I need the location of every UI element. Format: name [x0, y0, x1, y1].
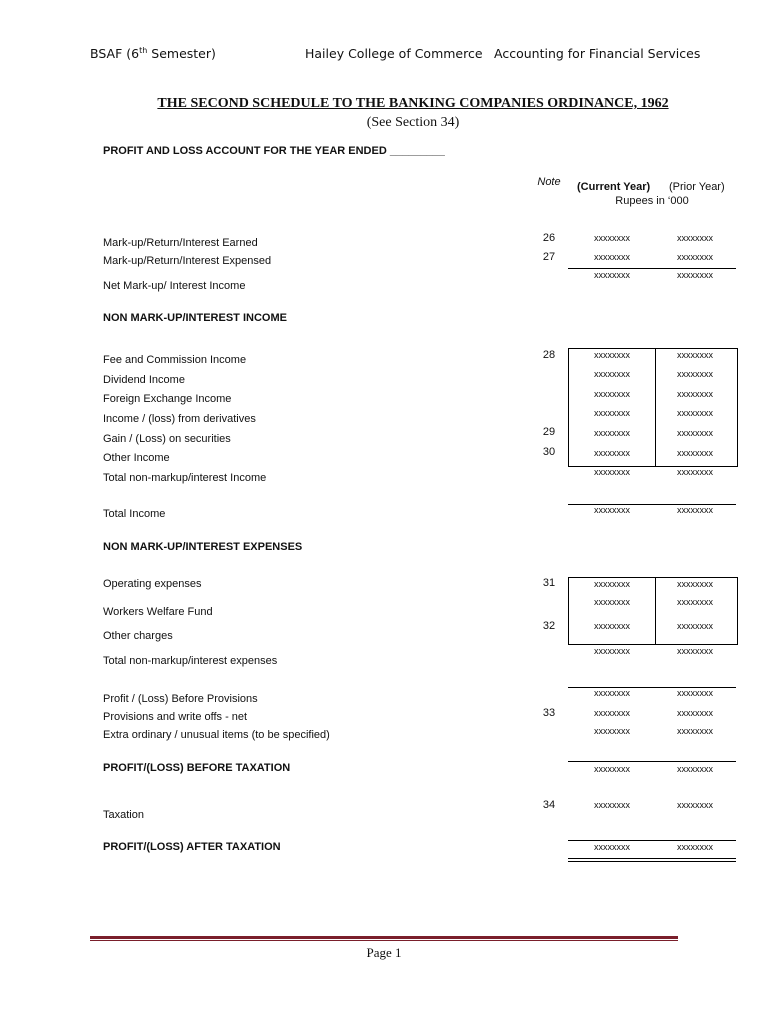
statement-heading: PROFIT AND LOSS ACCOUNT FOR THE YEAR ENDED _________	[103, 145, 445, 157]
prior-year-value: xxxxxxxx	[677, 252, 713, 262]
row-note: 26	[542, 232, 556, 244]
header-subject: Accounting for Financial Services	[494, 46, 701, 61]
row-label: Dividend Income	[103, 374, 185, 386]
prior-year-value: xxxxxxxx	[677, 579, 713, 589]
row-label: Fee and Commission Income	[103, 354, 247, 366]
double-underline	[568, 858, 736, 859]
prior-year-value: xxxxxxxx	[677, 389, 713, 399]
row-note: 33	[542, 707, 556, 719]
current-year-value: xxxxxxxx	[594, 233, 630, 243]
double-underline	[568, 861, 736, 862]
row-label: Total non-markup/interest expenses	[103, 655, 278, 667]
current-year-value: xxxxxxxx	[594, 646, 630, 656]
row-label: Total non-markup/interest Income	[103, 472, 267, 484]
row-note: 32	[542, 620, 556, 632]
subtotal-rule	[568, 268, 736, 269]
subtotal-rule	[568, 761, 736, 762]
row-note: 31	[542, 577, 556, 589]
prior-year-value: xxxxxxxx	[677, 448, 713, 458]
row-note: 30	[542, 446, 556, 458]
row-label: PROFIT/(LOSS) AFTER TAXATION	[103, 841, 281, 853]
current-year-value: xxxxxxxx	[594, 252, 630, 262]
row-label: Operating expenses	[103, 578, 202, 590]
row-note: 29	[542, 426, 556, 438]
current-year-value: xxxxxxxx	[594, 428, 630, 438]
prior-year-value: xxxxxxxx	[677, 408, 713, 418]
prior-year-value: xxxxxxxx	[677, 764, 713, 774]
section-heading: NON MARK-UP/INTEREST EXPENSES	[103, 541, 303, 553]
row-label: Extra ordinary / unusual items (to be specified)	[103, 729, 330, 741]
current-year-value: xxxxxxxx	[594, 621, 630, 631]
prior-year-value: xxxxxxxx	[677, 708, 713, 718]
current-year-value: xxxxxxxx	[594, 467, 630, 477]
prior-year-value: xxxxxxxx	[677, 350, 713, 360]
prior-year-value: xxxxxxxx	[677, 467, 713, 477]
row-label: Other Income	[103, 452, 170, 464]
section-heading: NON MARK-UP/INTEREST INCOME	[103, 312, 287, 324]
prior-year-value: xxxxxxxx	[677, 646, 713, 656]
prior-year-value: xxxxxxxx	[677, 597, 713, 607]
prior-year-value: xxxxxxxx	[677, 621, 713, 631]
row-note: 34	[542, 799, 556, 811]
row-note: 28	[542, 349, 556, 361]
prior-year-value: xxxxxxxx	[677, 428, 713, 438]
current-year-value: xxxxxxxx	[594, 708, 630, 718]
document-subtitle: (See Section 34)	[366, 115, 460, 130]
row-note: 27	[542, 251, 556, 263]
row-label: Mark-up/Return/Interest Earned	[103, 237, 258, 249]
current-year-value: xxxxxxxx	[594, 579, 630, 589]
prior-year-value: xxxxxxxx	[677, 688, 713, 698]
current-year-value: xxxxxxxx	[594, 505, 630, 515]
prior-year-value: xxxxxxxx	[677, 800, 713, 810]
current-year-value: xxxxxxxx	[594, 369, 630, 379]
current-year-value: xxxxxxxx	[594, 688, 630, 698]
current-year-value: xxxxxxxx	[594, 408, 630, 418]
document-title: THE SECOND SCHEDULE TO THE BANKING COMPANIES ORDINANCE, 1962	[157, 96, 669, 111]
row-label: Income / (loss) from derivatives	[103, 413, 256, 425]
row-label: Net Mark-up/ Interest Income	[103, 280, 246, 292]
row-label: Gain / (Loss) on securities	[103, 433, 231, 445]
prior-year-value: xxxxxxxx	[677, 842, 713, 852]
footer-rule	[90, 936, 678, 941]
units-header: Rupees in ‘000	[615, 195, 689, 207]
prior-year-value: xxxxxxxx	[677, 233, 713, 243]
row-label: Provisions and write offs - net	[103, 711, 248, 723]
header-college: Hailey College of Commerce	[305, 46, 483, 61]
header-course: BSAF (6th Semester)	[90, 45, 216, 61]
current-year-value: xxxxxxxx	[594, 842, 630, 852]
current-year-value: xxxxxxxx	[594, 448, 630, 458]
row-label: Profit / (Loss) Before Provisions	[103, 693, 258, 705]
prior-year-header: (Prior Year)	[669, 181, 725, 193]
row-label: Foreign Exchange Income	[103, 393, 232, 405]
row-label: Other charges	[103, 630, 173, 642]
row-label: Taxation	[103, 809, 144, 821]
prior-year-value: xxxxxxxx	[677, 369, 713, 379]
row-label: Workers Welfare Fund	[103, 606, 213, 618]
prior-year-value: xxxxxxxx	[677, 270, 713, 280]
current-year-value: xxxxxxxx	[594, 597, 630, 607]
current-year-value: xxxxxxxx	[594, 389, 630, 399]
prior-year-value: xxxxxxxx	[677, 505, 713, 515]
current-year-value: xxxxxxxx	[594, 800, 630, 810]
subtotal-rule	[568, 840, 736, 841]
prior-year-value: xxxxxxxx	[677, 726, 713, 736]
row-label: Total Income	[103, 508, 166, 520]
current-year-value: xxxxxxxx	[594, 350, 630, 360]
current-year-value: xxxxxxxx	[594, 726, 630, 736]
row-label: Mark-up/Return/Interest Expensed	[103, 255, 272, 267]
page-number: Page 1	[366, 945, 402, 960]
note-column-header: Note	[537, 176, 561, 188]
current-year-value: xxxxxxxx	[594, 270, 630, 280]
current-year-header: (Current Year)	[577, 181, 651, 193]
current-year-value: xxxxxxxx	[594, 764, 630, 774]
row-label: PROFIT/(LOSS) BEFORE TAXATION	[103, 762, 291, 774]
